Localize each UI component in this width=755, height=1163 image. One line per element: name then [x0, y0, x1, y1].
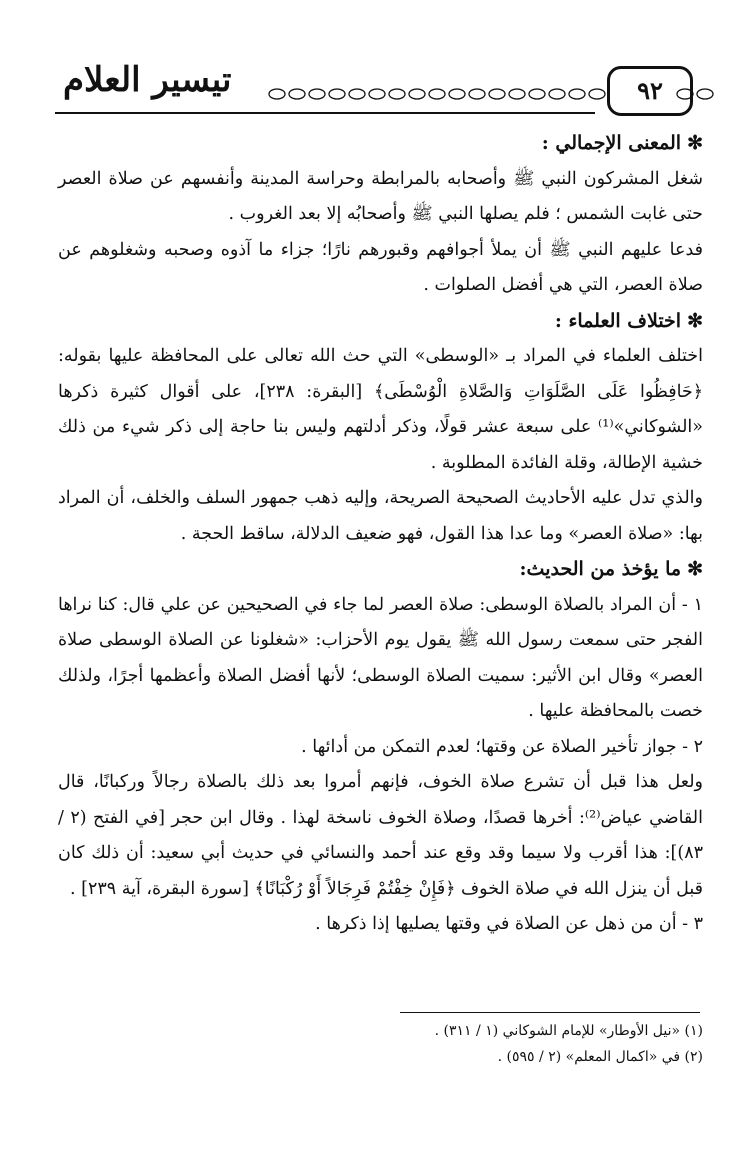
list-item: ١ - أن المراد بالصلاة الوسطى: صلاة العصر لما جاء في الصحيحين عن علي قال: كنا نراها الفجر حتى سمعت رسول الله ﷺ يقول يوم الأحزاب: «شغلونا عن الصلاة الوسطى صلاة العصر» وقال ابن الأثير: سميت الصلاة الوسطى؛ لأنها أفضل الصلاة وأعظمها أجرًا، ولذلك خصت بالمحافظة عليها . — [58, 594, 703, 721]
asterisk-icon: ✻ — [687, 309, 703, 332]
paragraph: شغل المشركون النبي ﷺ وأصحابه بالمرابطة وحراسة المدينة وأنفسهم عن صلاة العصر حتى غابت الشمس ؛ فلم يصلها النبي ﷺ وأصحابُه إلا بعد الغروب . — [58, 168, 703, 224]
footnote: (٢) في «اكمال المعلم» (٢ / ٥٩٥) . — [497, 1049, 703, 1065]
ornament-end-icon — [675, 87, 715, 101]
ornament-chain-icon — [267, 87, 639, 101]
paragraph: فدعا عليهم النبي ﷺ أن يملأ أجوافهم وقبورهم نارًا؛ جزاء ما آذوه وصحبه وشغلوهم عن صلاة العصر، التي هي أفضل الصلوات . — [58, 239, 703, 295]
section-heading-meaning — [58, 126, 703, 162]
book-title: تيسير العلام — [63, 60, 232, 100]
asterisk-icon: ✻ — [687, 558, 703, 580]
header-rule — [55, 112, 595, 114]
footnote-rule — [400, 1012, 700, 1013]
running-header — [55, 60, 715, 120]
section-heading-disagreement — [58, 304, 703, 340]
section-heading-lessons — [58, 552, 703, 588]
list-item: ٣ - أن من ذهل عن الصلاة في وقتها يصليها إذا ذكرها . — [315, 914, 703, 934]
paragraph: ولعل هذا قبل أن تشرع صلاة الخوف، فإنهم أمروا بعد ذلك بالصلاة رجالاً وركبانًا، قال القاضي عياض⁽²⁾: أخرها قصدًا، وصلاة الخوف ناسخة لهذا . وقال ابن حجر [في الفتح (٢ / ٨٣)]: هذا أقرب ولا سيما وقد وقع عند أحمد والنسائي في حديث أبي سعيد: أن ذلك كان قبل أن ينزل الله في صلاة الخوف ﴿فَإِنْ خِفْتُمْ فَرِجَالاً أَوْ رُكْبَانًا﴾ [سورة البقرة، آية ٢٣٩] . — [58, 772, 703, 899]
paragraph: اختلف العلماء في المراد بـ «الوسطى» التي حث الله تعالى على المحافظة عليها بقوله: ﴿حَافِظُوا عَلَى الصَّلَوَاتِ وَالصَّلاةِ الْوُسْطَى﴾ [البقرة: ٢٣٨]، على أقوال كثيرة ذكرها «الشوكاني»⁽¹⁾ على سبعة عشر قولًا، وذكر أدلتهم وليس بنا حاجة إلى ذكر شيء من ذلك خشية الإطالة، وقلة الفائدة المطلوبة . — [58, 346, 704, 473]
footnote: (١) «نيل الأوطار» للإمام الشوكاني (١ / ٣١١) . — [434, 1023, 703, 1039]
asterisk-icon: ✻ — [687, 132, 703, 154]
heading-text: ما يؤخذ من الحديث: — [519, 558, 682, 580]
heading-text: اختلاف العلماء : — [554, 309, 682, 332]
list-item: ٢ - جواز تأخير الصلاة عن وقتها؛ لعدم التمكن من أدائها . — [301, 736, 703, 757]
paragraph: والذي تدل عليه الأحاديث الصحيحة الصريحة، وإليه ذهب جمهور السلف والخلف، أن المراد بها: «صلاة العصر» وما عدا هذا القول، فهو ضعيف الدلالة، ساقط الحجة . — [58, 488, 703, 544]
page-number: ٩٢ — [607, 66, 693, 116]
footnotes — [58, 1018, 703, 1070]
main-text — [58, 126, 703, 943]
heading-text: المعنى الإجمالي : — [541, 132, 682, 154]
